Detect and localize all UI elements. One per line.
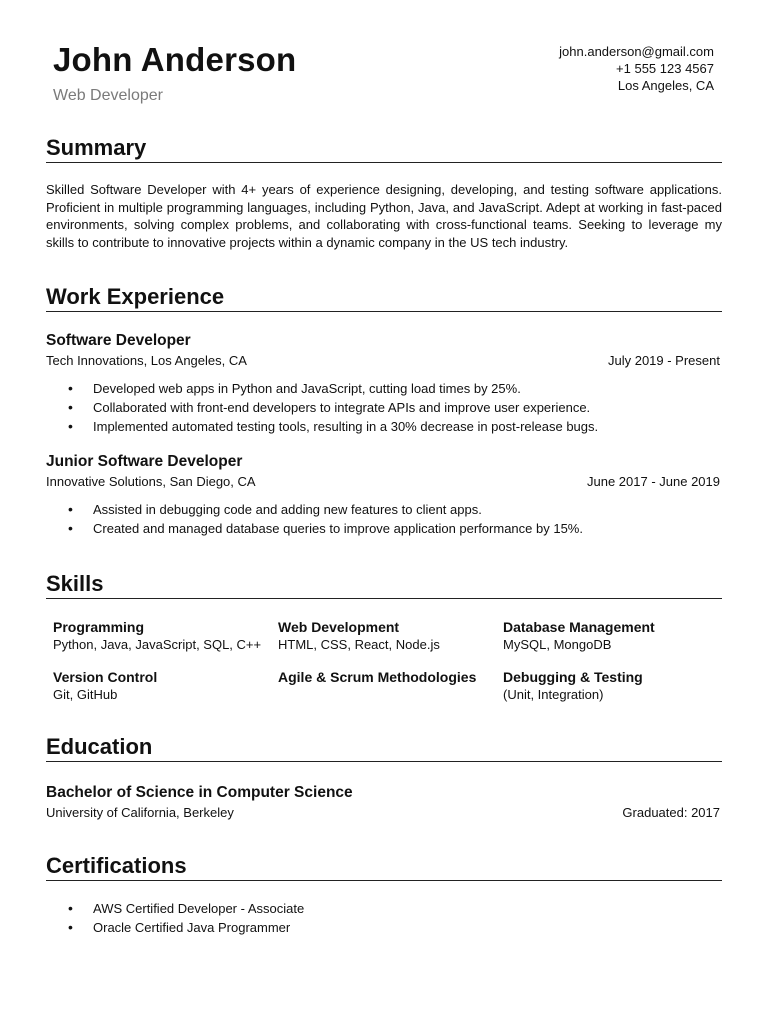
contact-info (559, 43, 714, 94)
skills-grid (46, 618, 722, 704)
skill-name: Debugging & Testing (503, 669, 643, 685)
skill-name: Version Control (53, 669, 158, 685)
phone: +1 555 123 4567 (616, 61, 714, 76)
education-meta (46, 804, 722, 821)
skill-item (278, 668, 503, 704)
education-section (46, 734, 722, 821)
section-title: Summary (46, 135, 722, 163)
job-entry (46, 452, 722, 538)
summary-text: Skilled Software Developer with 4+ years of experience designing, developing, and testing software applications. Proficient in multiple programming languages, including Python, Java, and JavaScript. Adept at working in fast-paced environments, solving complex problems, and collaborating with cross-functional teams. Seeking to leverage my skills to contribute to innovative projects within a dynamic company in the US tech industry. (46, 182, 722, 250)
candidate-role: Web Developer (53, 87, 163, 104)
skill-detail: HTML, CSS, React, Node.js (278, 637, 440, 652)
job-entry (46, 331, 722, 436)
job-meta (46, 473, 722, 490)
certifications-section (46, 853, 722, 937)
skill-item (53, 618, 278, 654)
list-item: • AWS Certified Developer - Associate (46, 899, 722, 918)
summary-section (46, 135, 722, 251)
section-title: Skills (46, 571, 722, 599)
graduation-date: Graduated: 2017 (622, 805, 720, 820)
skill-detail: (Unit, Integration) (503, 687, 604, 702)
candidate-name: John Anderson (53, 41, 297, 78)
skill-item (503, 668, 723, 704)
skill-name: Web Development (278, 619, 400, 635)
skills-section (46, 571, 722, 704)
job-bullets (46, 379, 722, 436)
section-title: Certifications (46, 853, 722, 881)
list-item: • Assisted in debugging code and adding new features to client apps. (46, 500, 722, 519)
skill-detail: MySQL, MongoDB (503, 637, 612, 652)
job-company: Tech Innovations, Los Angeles, CA (46, 353, 247, 368)
job-title: Software Developer (46, 332, 191, 349)
certification-list (46, 899, 722, 937)
job-company: Innovative Solutions, San Diego, CA (46, 474, 256, 489)
list-item: • Created and managed database queries to improve application performance by 15%. (46, 519, 722, 538)
skill-name: Agile & Scrum Methodologies (278, 669, 477, 685)
job-bullets (46, 500, 722, 538)
skill-name: Programming (53, 619, 145, 635)
list-item: • Oracle Certified Java Programmer (46, 918, 722, 937)
skill-name: Database Management (503, 619, 655, 635)
list-item: • Implemented automated testing tools, resulting in a 30% decrease in post-release bugs. (46, 417, 722, 436)
school: University of California, Berkeley (46, 805, 234, 820)
job-title: Junior Software Developer (46, 453, 243, 470)
skill-item (53, 668, 278, 704)
job-meta (46, 352, 722, 369)
section-title: Education (46, 734, 722, 762)
email: john.anderson@gmail.com (559, 44, 714, 59)
degree: Bachelor of Science in Computer Science (46, 784, 353, 801)
skill-item (503, 618, 723, 654)
job-dates: June 2017 - June 2019 (587, 474, 720, 489)
location: Los Angeles, CA (617, 78, 714, 93)
section-title: Work Experience (46, 284, 722, 312)
list-item: • Developed web apps in Python and JavaScript, cutting load times by 25%. (46, 379, 722, 398)
job-dates: July 2019 - Present (607, 353, 720, 368)
experience-section (46, 284, 722, 538)
skill-detail: Git, GitHub (53, 687, 118, 702)
skill-item (278, 618, 503, 654)
list-item: • Collaborated with front-end developers to integrate APIs and improve user experience. (46, 398, 722, 417)
skill-detail: Python, Java, JavaScript, SQL, C++ (53, 637, 262, 652)
